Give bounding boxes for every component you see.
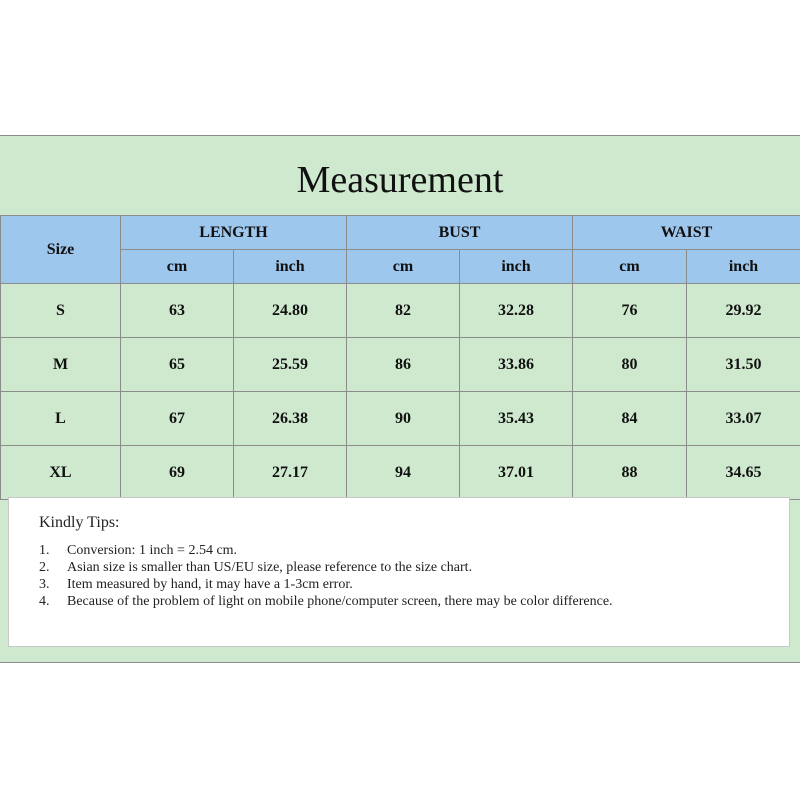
value-cell: 27.17	[234, 446, 347, 500]
unit-header: inch	[234, 250, 347, 284]
tip-item	[39, 576, 739, 593]
size-table	[0, 215, 800, 500]
value-cell: 90	[347, 392, 460, 446]
tip-item	[39, 593, 739, 610]
tip-number: 2.	[39, 560, 50, 575]
tip-text: Because of the problem of light on mobile phone/computer screen, there may be color difference.	[67, 594, 613, 609]
page-title: Measurement	[296, 159, 504, 201]
tip-text: Item measured by hand, it may have a 1-3cm error.	[67, 577, 353, 592]
waist-group-header: WAIST	[573, 216, 800, 250]
unit-header: inch	[460, 250, 573, 284]
table-row	[1, 284, 800, 338]
value-cell: 94	[347, 446, 460, 500]
value-cell: 80	[573, 338, 687, 392]
unit-header: cm	[573, 250, 687, 284]
size-cell: M	[1, 338, 121, 392]
size-cell: L	[1, 392, 121, 446]
value-cell: 86	[347, 338, 460, 392]
unit-header: cm	[121, 250, 234, 284]
table-row	[1, 392, 800, 446]
value-cell: 32.28	[460, 284, 573, 338]
tips-heading: Kindly Tips:	[39, 514, 120, 531]
value-cell: 67	[121, 392, 234, 446]
value-cell: 65	[121, 338, 234, 392]
tips-box	[8, 497, 790, 647]
value-cell: 76	[573, 284, 687, 338]
tip-number: 3.	[39, 577, 50, 592]
bust-group-header: BUST	[347, 216, 573, 250]
unit-header: inch	[687, 250, 800, 284]
tip-item	[39, 542, 739, 559]
value-cell: 35.43	[460, 392, 573, 446]
unit-header: cm	[347, 250, 460, 284]
size-column-header: Size	[1, 216, 121, 284]
tip-text: Conversion: 1 inch = 2.54 cm.	[67, 543, 238, 558]
value-cell: 33.07	[687, 392, 800, 446]
value-cell: 26.38	[234, 392, 347, 446]
value-cell: 88	[573, 446, 687, 500]
value-cell: 24.80	[234, 284, 347, 338]
size-cell: S	[1, 284, 121, 338]
value-cell: 37.01	[460, 446, 573, 500]
value-cell: 33.86	[460, 338, 573, 392]
tip-text: Asian size is smaller than US/EU size, please reference to the size chart.	[67, 560, 473, 575]
tips-list	[39, 542, 739, 610]
value-cell: 69	[121, 446, 234, 500]
length-group-header: LENGTH	[121, 216, 347, 250]
tip-number: 1.	[39, 543, 50, 558]
tip-item	[39, 559, 739, 576]
value-cell: 29.92	[687, 284, 800, 338]
size-cell: XL	[1, 446, 121, 500]
value-cell: 84	[573, 392, 687, 446]
value-cell: 25.59	[234, 338, 347, 392]
tip-number: 4.	[39, 594, 50, 609]
table-row	[1, 446, 800, 500]
value-cell: 63	[121, 284, 234, 338]
value-cell: 82	[347, 284, 460, 338]
value-cell: 34.65	[687, 446, 800, 500]
table-row	[1, 338, 800, 392]
value-cell: 31.50	[687, 338, 800, 392]
